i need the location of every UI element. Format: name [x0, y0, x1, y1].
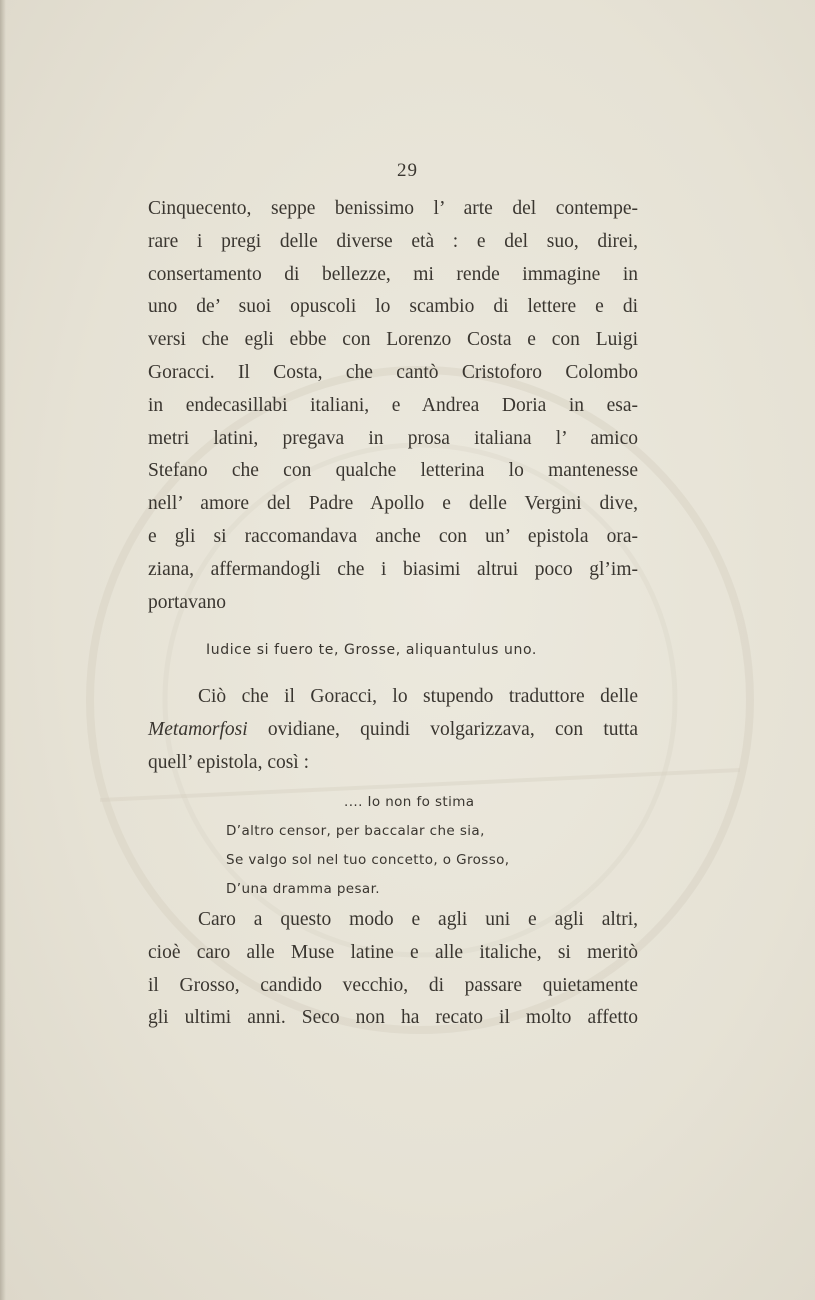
- text-line: Ciò che il Goracci, lo stupendo traduttore delle: [198, 686, 638, 707]
- paragraph-continuation: [148, 193, 638, 619]
- text-line: consertamento di bellezze, mi rende immagine in: [148, 263, 638, 285]
- text-line: in endecasillabi italiani, e Andrea Doria in esa-: [148, 394, 638, 416]
- text-line: uno de’ suoi opuscoli lo scambio di lettere e di: [148, 296, 638, 318]
- verse-line: .... Io non fo stima: [344, 794, 475, 810]
- page-binding-edge: [0, 0, 6, 1300]
- text-line: il Grosso, candido vecchio, di passare quietamente: [148, 974, 638, 996]
- text-line: ziana, affermandogli che i biasimi altrui poco gl’im-: [148, 558, 638, 580]
- page-number: 29: [397, 160, 418, 181]
- text-line: Goracci. Il Costa, che cantò Cristoforo Colombo: [148, 361, 638, 383]
- text-fragment: ovidiane, quindi volgarizzava, con tutta: [247, 718, 638, 740]
- text-line: Stefano che con qualche letterina lo mantenesse: [148, 460, 638, 482]
- verse-line: D’una dramma pesar.: [226, 881, 381, 897]
- text-line: portavano: [148, 591, 226, 613]
- text-line: cioè caro alle Muse latine e alle italiche, si meritò: [148, 941, 638, 963]
- verse-line: D’altro censor, per baccalar che sia,: [226, 823, 485, 839]
- paragraph-goracci: [148, 681, 638, 779]
- text-line: e gli si raccomandava anche con un’ epistola ora-: [148, 525, 638, 547]
- text-line: Caro a questo modo e agli uni e agli altri,: [198, 909, 638, 930]
- verse-line: Se valgo sol nel tuo concetto, o Grosso,: [226, 852, 510, 868]
- text-line: rare i pregi delle diverse età : e del suo, direi,: [148, 230, 638, 252]
- text-line: metri latini, pregava in prosa italiana l’ amico: [148, 427, 638, 449]
- text-line: [148, 714, 638, 747]
- text-line: versi che egli ebbe con Lorenzo Costa e con Luigi: [148, 329, 638, 351]
- text-line: nell’ amore del Padre Apollo e delle Vergini dive,: [148, 493, 638, 515]
- verse-quotation: [226, 788, 509, 904]
- text-line: Cinquecento, seppe benissimo l’ arte del contempe-: [148, 198, 638, 219]
- paragraph-caro: [148, 904, 638, 1035]
- body-text: [148, 193, 638, 619]
- book-title-italic: Metamorfosi: [148, 718, 248, 740]
- latin-quotation: Iudice si fuero te, Grosse, aliquantulus uno.: [206, 642, 537, 658]
- text-line: quell’ epistola, così :: [148, 751, 310, 773]
- text-line: gli ultimi anni. Seco non ha recato il molto affetto: [148, 1007, 638, 1029]
